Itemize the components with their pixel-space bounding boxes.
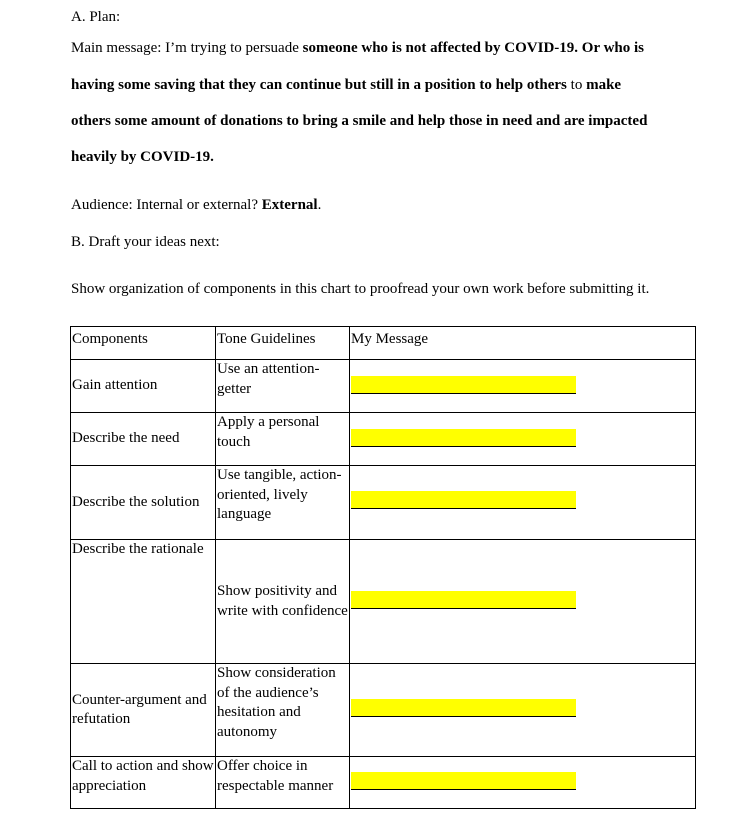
message-highlight[interactable] bbox=[351, 376, 576, 394]
table-header-row bbox=[71, 327, 696, 360]
table-row bbox=[71, 466, 696, 540]
component-cell: Counter-argument and refutation bbox=[71, 664, 216, 757]
component-cell: Describe the need bbox=[71, 413, 216, 466]
main-message-line-2c: make bbox=[586, 77, 622, 93]
component-cell: Describe the rationale bbox=[71, 540, 216, 664]
tone-cell: Use tangible, action-oriented, lively language bbox=[216, 466, 350, 540]
message-cell[interactable] bbox=[350, 540, 696, 664]
main-message-line-2 bbox=[71, 76, 621, 94]
table-row bbox=[71, 757, 696, 809]
message-cell[interactable] bbox=[350, 466, 696, 540]
main-message-line-4: heavily by COVID-19. bbox=[71, 149, 214, 165]
message-highlight[interactable] bbox=[351, 491, 576, 509]
main-message-line-2b: to bbox=[566, 77, 587, 93]
header-tone-guidelines: Tone Guidelines bbox=[216, 327, 350, 360]
audience-line bbox=[71, 196, 321, 214]
component-cell: Call to action and show appreciation bbox=[71, 757, 216, 809]
message-highlight[interactable] bbox=[351, 591, 576, 609]
draft-heading: B. Draft your ideas next: bbox=[71, 234, 220, 250]
instruction-text: Show organization of components in this chart to proofread your own work before submitting it. bbox=[71, 281, 650, 297]
header-components: Components bbox=[71, 327, 216, 360]
message-cell[interactable] bbox=[350, 413, 696, 466]
tone-cell: Use an attention-getter bbox=[216, 360, 350, 413]
audience-period: . bbox=[317, 197, 322, 213]
message-highlight[interactable] bbox=[351, 699, 576, 717]
message-cell[interactable] bbox=[350, 757, 696, 809]
table-row bbox=[71, 360, 696, 413]
header-my-message: My Message bbox=[350, 327, 696, 360]
message-cell[interactable] bbox=[350, 664, 696, 757]
main-message-line-3: others some amount of donations to bring a smile and help those in need and are impacted bbox=[71, 113, 648, 129]
component-cell: Gain attention bbox=[71, 360, 216, 413]
table-row bbox=[71, 664, 696, 757]
tone-cell: Show positivity and write with confidence bbox=[216, 540, 350, 664]
tone-cell: Show consideration of the audience’s hesitation and autonomy bbox=[216, 664, 350, 757]
main-message-line-1 bbox=[71, 39, 644, 57]
main-message-line-2a: having some saving that they can continue but still in a position to help others bbox=[71, 77, 567, 93]
plan-heading: A. Plan: bbox=[71, 9, 121, 25]
tone-cell: Apply a personal touch bbox=[216, 413, 350, 466]
message-highlight[interactable] bbox=[351, 772, 576, 790]
component-cell: Describe the solution bbox=[71, 466, 216, 540]
main-message-part-1: I’m trying to persuade bbox=[165, 40, 303, 56]
audience-label: Audience: Internal or external? bbox=[71, 197, 262, 213]
table-row bbox=[71, 413, 696, 466]
main-message-label: Main message: bbox=[71, 40, 166, 56]
table-row bbox=[71, 540, 696, 664]
tone-cell: Offer choice in respectable manner bbox=[216, 757, 350, 809]
message-highlight[interactable] bbox=[351, 429, 576, 447]
main-message-part-2: someone who is not affected by COVID-19. Or who is bbox=[302, 40, 645, 56]
message-cell[interactable] bbox=[350, 360, 696, 413]
components-table bbox=[70, 326, 696, 809]
audience-value: External bbox=[261, 197, 318, 213]
